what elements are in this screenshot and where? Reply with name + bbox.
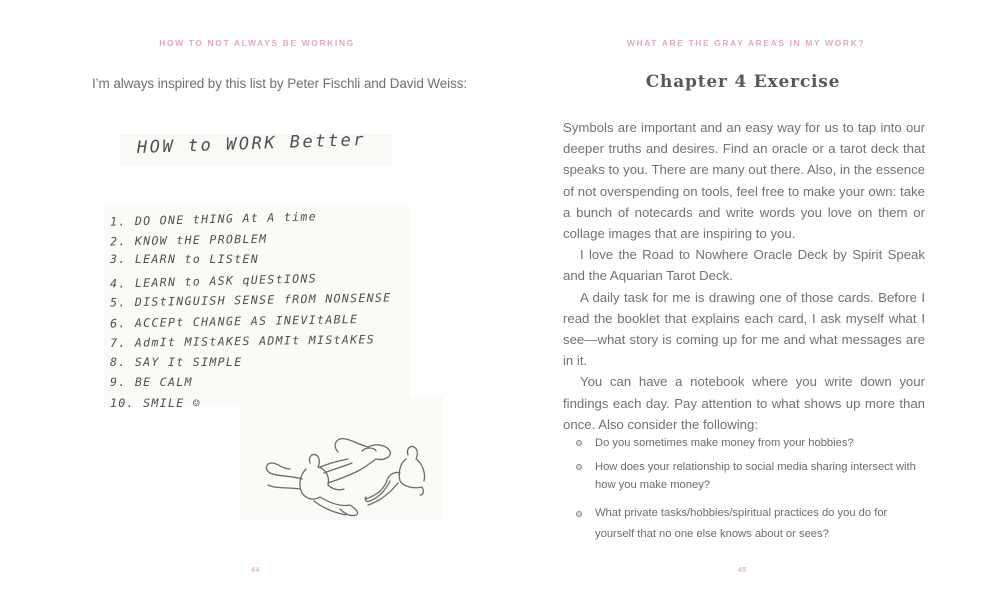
list-item-text: How does your relationship to social media sharing intersect with how you make money? <box>595 461 916 491</box>
three-figures-lounging-illustration <box>240 397 443 520</box>
list-item: 2. KNOW tHE PROBLEM <box>109 231 268 248</box>
paragraph: You can have a notebook where you write down your findings each day. Pay attention to what shows up more than once. Also consider the following: <box>563 374 925 432</box>
running-head-right: WHAT ARE THE GRAY AREAS IN MY WORK? <box>626 38 866 48</box>
paragraph: I love the Road to Nowhere Oracle Deck by Spirit Speak and the Aquarian Tarot Deck. <box>563 247 925 284</box>
list-item: 10. SMILE ☺ <box>110 395 202 410</box>
list-item: 3. LEARN to LIStEN <box>110 252 260 266</box>
handwritten-list <box>110 208 392 413</box>
list-item: 8. SAY It SIMPLE <box>110 354 243 369</box>
question-list <box>576 434 926 551</box>
list-item <box>576 458 926 494</box>
list-item: 9. BE CALM <box>110 375 193 389</box>
illustration-card <box>240 397 443 520</box>
list-item-text: Do you sometimes make money from your hobbies? <box>595 437 854 449</box>
list-item: 5. DIStINGUISH SENSE fROM NONSENSE <box>109 290 392 310</box>
page-number-left: 44 <box>251 567 260 574</box>
right-page <box>500 0 1000 608</box>
intro-text: I’m always inspired by this list by Peter Fischli and David Weiss: <box>92 76 468 91</box>
list-item <box>576 503 926 545</box>
body-text <box>563 117 925 435</box>
paragraph: Symbols are important and an easy way for us to tap into our deeper truths and desires. Find an oracle or a tarot deck that speaks to you. There are many out there. Also, in the essence of not overspending on tools, feel free to make your own: take a bunch of notecards and write words you love on them or collage images that are inspiring to you. <box>563 120 925 242</box>
list-item: 1. DO ONE tHING At A time <box>109 209 318 229</box>
list-item: 7. AdmIt MIStAKES ADMIt MIStAKES <box>109 332 376 350</box>
handwritten-title: HOW to WORK Better <box>136 130 367 158</box>
bullet-icon <box>576 440 582 446</box>
bullet-icon <box>576 511 582 517</box>
list-item: 6. ACCEPt CHANGE AS INEVItABLE <box>109 311 359 330</box>
list-item: 4. LEARN to ASK qUEStIONS <box>109 270 318 291</box>
page-number-right: 45 <box>738 567 747 574</box>
chapter-title: Chapter 4 Exercise <box>645 72 841 92</box>
list-item-text: What private tasks/hobbies/spiritual practices do you do for yourself that no one else knows about or sees? <box>595 507 888 540</box>
running-head-left: HOW TO NOT ALWAYS BE WORKING <box>159 38 355 48</box>
paragraph: A daily task for me is drawing one of those cards. Before I read the booklet that explains each card, I ask myself what I see—what story is coming up for me and what messages are in it. <box>563 289 925 369</box>
list-item <box>576 434 926 452</box>
bullet-icon <box>576 464 582 470</box>
